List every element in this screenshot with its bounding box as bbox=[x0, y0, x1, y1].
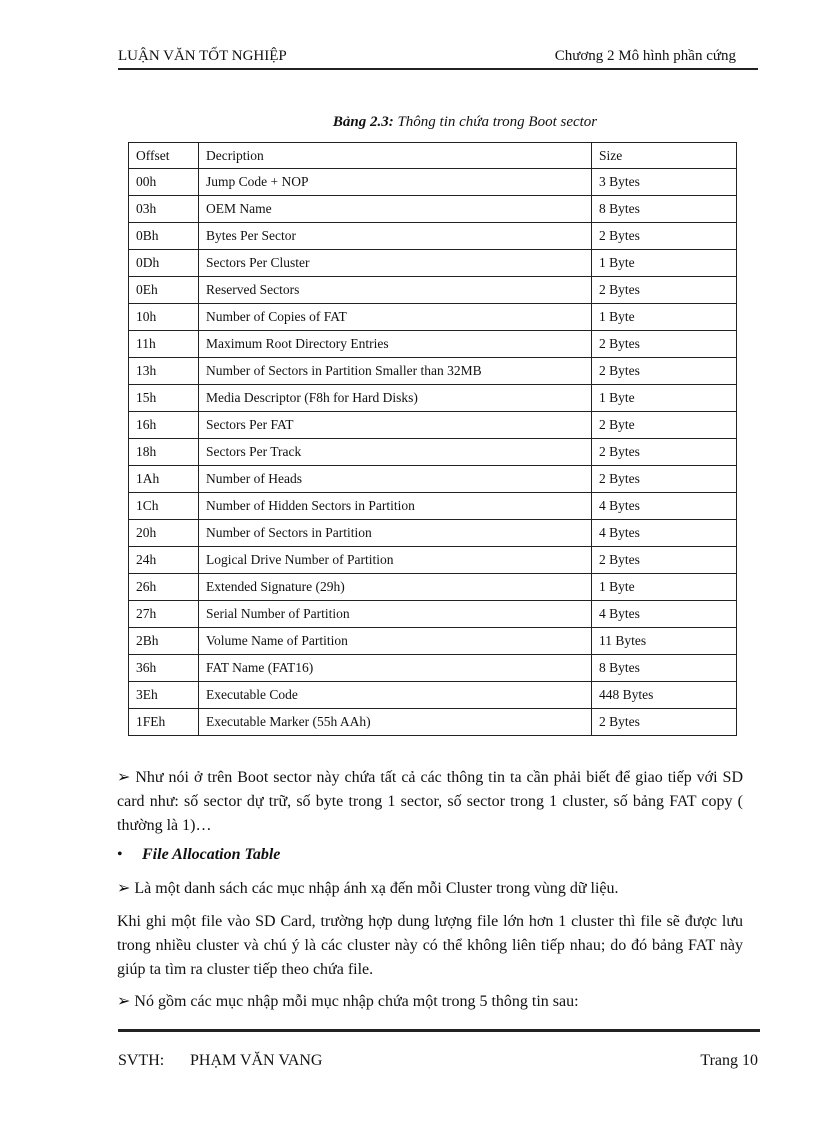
table-row bbox=[129, 169, 737, 196]
cell-offset: 2Bh bbox=[129, 628, 199, 655]
cell-description: FAT Name (FAT16) bbox=[199, 655, 592, 682]
cell-offset: 24h bbox=[129, 547, 199, 574]
cell-size: 2 Bytes bbox=[592, 466, 737, 493]
cell-size: 2 Bytes bbox=[592, 439, 737, 466]
cell-offset: 11h bbox=[129, 331, 199, 358]
cell-description: Sectors Per Track bbox=[199, 439, 592, 466]
paragraph-boot-sector-summary: ➢ Như nói ở trên Boot sector này chứa tất cả các thông tin ta cần phải biết để giao tiếp với SD card như: số sector dự trữ, số byte trong 1 sector, số sector trong 1 cluster, số bảng FAT copy ( thường là 1)… bbox=[117, 769, 743, 834]
cell-offset: 10h bbox=[129, 304, 199, 331]
footer-divider bbox=[118, 1029, 760, 1032]
cell-description: Number of Sectors in Partition Smaller than 32MB bbox=[199, 358, 592, 385]
footer-student-label: SVTH: bbox=[118, 1052, 165, 1069]
cell-offset: 0Eh bbox=[129, 277, 199, 304]
footer-page-number: Trang 10 bbox=[700, 1052, 758, 1069]
paragraph-fat-definition: ➢ Là một danh sách các mục nhập ánh xạ đến mỗi Cluster trong vùng dữ liệu. bbox=[117, 880, 619, 897]
cell-size: 4 Bytes bbox=[592, 601, 737, 628]
table-row bbox=[129, 304, 737, 331]
cell-description: Number of Copies of FAT bbox=[199, 304, 592, 331]
cell-description: Extended Signature (29h) bbox=[199, 574, 592, 601]
cell-offset: 0Bh bbox=[129, 223, 199, 250]
cell-offset: 00h bbox=[129, 169, 199, 196]
boot-sector-table bbox=[128, 142, 737, 736]
cell-size: 2 Bytes bbox=[592, 277, 737, 304]
cell-size: 8 Bytes bbox=[592, 655, 737, 682]
cell-offset: 26h bbox=[129, 574, 199, 601]
column-header-offset: Offset bbox=[129, 143, 199, 169]
table-row bbox=[129, 547, 737, 574]
table-row bbox=[129, 493, 737, 520]
cell-description: Executable Marker (55h AAh) bbox=[199, 709, 592, 736]
section-bullet-fat bbox=[117, 846, 280, 864]
table-row bbox=[129, 601, 737, 628]
cell-offset: 13h bbox=[129, 358, 199, 385]
table-row bbox=[129, 358, 737, 385]
bullet-icon: • bbox=[117, 846, 123, 863]
footer-student-name: PHẠM VĂN VANG bbox=[190, 1052, 323, 1069]
section-title-fat: File Allocation Table bbox=[142, 846, 281, 863]
cell-offset: 15h bbox=[129, 385, 199, 412]
cell-description: Maximum Root Directory Entries bbox=[199, 331, 592, 358]
cell-size: 8 Bytes bbox=[592, 196, 737, 223]
paragraph-fat-entries: ➢ Nó gồm các mục nhập mỗi mục nhập chứa một trong 5 thông tin sau: bbox=[117, 993, 579, 1010]
cell-offset: 27h bbox=[129, 601, 199, 628]
cell-description: Jump Code + NOP bbox=[199, 169, 592, 196]
table-row bbox=[129, 277, 737, 304]
cell-description: Media Descriptor (F8h for Hard Disks) bbox=[199, 385, 592, 412]
cell-offset: 16h bbox=[129, 412, 199, 439]
table-row bbox=[129, 196, 737, 223]
cell-description: Reserved Sectors bbox=[199, 277, 592, 304]
cell-size: 1 Byte bbox=[592, 250, 737, 277]
caption-text: Thông tin chứa trong Boot sector bbox=[397, 114, 598, 130]
cell-offset: 1Ah bbox=[129, 466, 199, 493]
header-thesis-title: LUẬN VĂN TỐT NGHIỆP bbox=[118, 48, 287, 64]
cell-size: 448 Bytes bbox=[592, 682, 737, 709]
cell-description: Number of Sectors in Partition bbox=[199, 520, 592, 547]
cell-description: Number of Heads bbox=[199, 466, 592, 493]
cell-description: Number of Hidden Sectors in Partition bbox=[199, 493, 592, 520]
cell-size: 2 Bytes bbox=[592, 331, 737, 358]
column-header-description: Decription bbox=[199, 143, 592, 169]
table-row bbox=[129, 223, 737, 250]
cell-size: 3 Bytes bbox=[592, 169, 737, 196]
table-row bbox=[129, 331, 737, 358]
cell-offset: 18h bbox=[129, 439, 199, 466]
cell-offset: 0Dh bbox=[129, 250, 199, 277]
cell-size: 2 Bytes bbox=[592, 709, 737, 736]
cell-description: Logical Drive Number of Partition bbox=[199, 547, 592, 574]
cell-size: 1 Byte bbox=[592, 385, 737, 412]
table-row bbox=[129, 574, 737, 601]
cell-size: 2 Byte bbox=[592, 412, 737, 439]
cell-offset: 36h bbox=[129, 655, 199, 682]
cell-offset: 03h bbox=[129, 196, 199, 223]
caption-label: Bảng 2.3: bbox=[332, 114, 394, 130]
table-row bbox=[129, 385, 737, 412]
table-row bbox=[129, 412, 737, 439]
cell-offset: 1FEh bbox=[129, 709, 199, 736]
cell-size: 11 Bytes bbox=[592, 628, 737, 655]
cell-description: Bytes Per Sector bbox=[199, 223, 592, 250]
cell-description: Executable Code bbox=[199, 682, 592, 709]
cell-size: 4 Bytes bbox=[592, 520, 737, 547]
cell-description: Serial Number of Partition bbox=[199, 601, 592, 628]
table-row bbox=[129, 250, 737, 277]
table-row bbox=[129, 439, 737, 466]
cell-description: Sectors Per Cluster bbox=[199, 250, 592, 277]
table-row bbox=[129, 628, 737, 655]
cell-size: 2 Bytes bbox=[592, 358, 737, 385]
cell-description: Volume Name of Partition bbox=[199, 628, 592, 655]
header-chapter-title: Chương 2 Mô hình phần cứng bbox=[554, 48, 736, 64]
table-row bbox=[129, 466, 737, 493]
table-header-row bbox=[129, 143, 737, 169]
cell-size: 2 Bytes bbox=[592, 223, 737, 250]
cell-description: Sectors Per FAT bbox=[199, 412, 592, 439]
paragraph-fat-explanation: Khi ghi một file vào SD Card, trường hợp dung lượng file lớn hơn 1 cluster thì file sẽ được lưu trong nhiều cluster và chú ý là các cluster này có thể không liên tiếp nhau; do đó bảng FAT này giúp ta tìm ra cluster tiếp theo chứa file. bbox=[117, 913, 743, 978]
cell-size: 1 Byte bbox=[592, 304, 737, 331]
table-row bbox=[129, 520, 737, 547]
cell-size: 2 Bytes bbox=[592, 547, 737, 574]
cell-offset: 20h bbox=[129, 520, 199, 547]
page-header bbox=[118, 46, 758, 70]
table-row bbox=[129, 682, 737, 709]
cell-offset: 3Eh bbox=[129, 682, 199, 709]
table-caption bbox=[0, 114, 816, 131]
cell-size: 1 Byte bbox=[592, 574, 737, 601]
cell-size: 4 Bytes bbox=[592, 493, 737, 520]
table-body bbox=[129, 169, 737, 736]
table-row bbox=[129, 655, 737, 682]
cell-offset: 1Ch bbox=[129, 493, 199, 520]
column-header-size: Size bbox=[592, 143, 737, 169]
table-row bbox=[129, 709, 737, 736]
cell-description: OEM Name bbox=[199, 196, 592, 223]
